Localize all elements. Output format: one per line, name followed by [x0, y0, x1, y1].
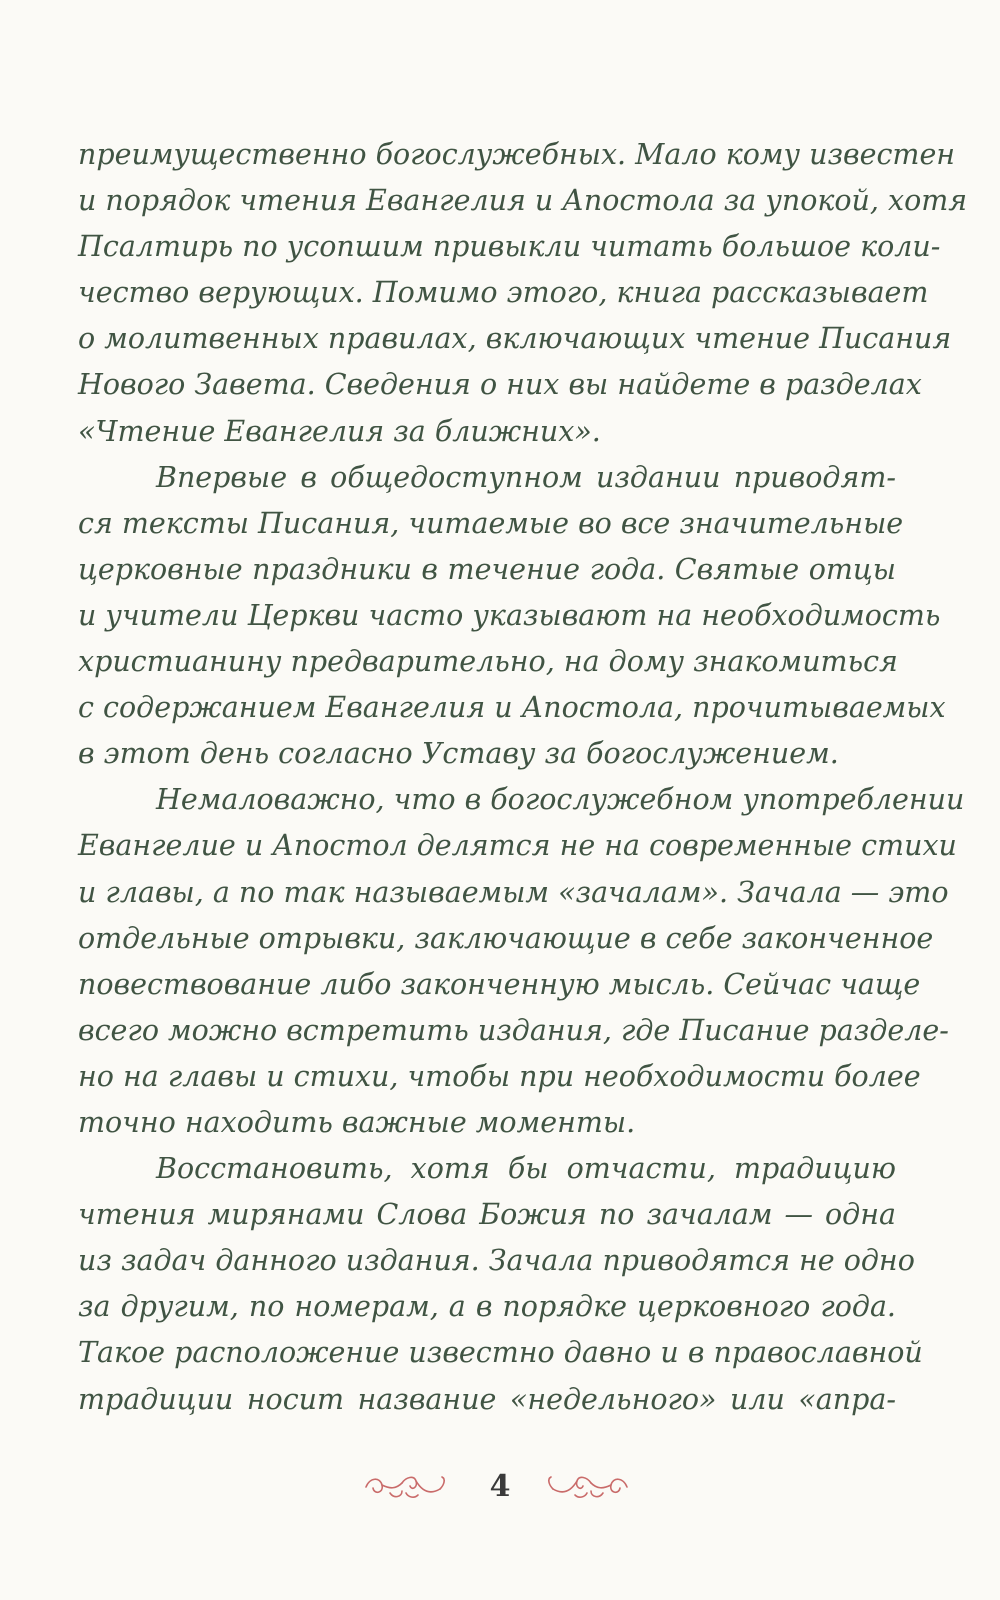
- text-line: «Чтение Евангелия за ближних».: [78, 414, 601, 448]
- text-line: с содержанием Евангелия и Апостола, прочитываемых: [78, 691, 946, 725]
- text-line: чтения мирянами Слова Божия по зачалам — одна: [78, 1198, 896, 1232]
- text-line: Впервые в общедоступном издании приводят-: [156, 460, 896, 494]
- floral-ornament-icon: [543, 1467, 633, 1507]
- text-line: Немаловажно, что в богослужебном употреблении: [156, 783, 965, 817]
- page-footer: [0, 1465, 1000, 1515]
- text-line: Евангелие и Апостол делятся не на современные стихи: [78, 829, 957, 863]
- text-line: христианину предварительно, на дому знакомиться: [78, 645, 898, 679]
- text-line: точно находить важные моменты.: [78, 1105, 636, 1139]
- text-line: и учители Церкви часто указывают на необходимость: [78, 598, 941, 632]
- text-line: из задач данного издания. Зачала приводятся не одно: [78, 1244, 915, 1278]
- paragraph: [78, 132, 968, 455]
- text-line: чество верующих. Помимо этого, книга рассказывает: [78, 276, 929, 310]
- text-line: в этот день согласно Уставу за богослужением.: [78, 737, 839, 771]
- body-text: [78, 132, 968, 1423]
- paragraph: [78, 777, 965, 1146]
- text-line: отдельные отрывки, заключающие в себе законченное: [78, 921, 934, 955]
- text-line: всего можно встретить издания, где Писание разделе-: [78, 1013, 949, 1047]
- text-line: ся тексты Писания, читаемые во все значительные: [78, 506, 904, 540]
- text-line: о молитвенных правилах, включающих чтение Писания: [78, 322, 952, 356]
- text-line: повествование либо законченную мысль. Сейчас чаще: [78, 967, 921, 1001]
- paragraph: [78, 1146, 923, 1423]
- text-line: и порядок чтения Евангелия и Апостола за упокой, хотя: [78, 184, 968, 218]
- text-line: Восстановить, хотя бы отчасти, традицию: [156, 1152, 896, 1186]
- text-line: Нового Завета. Сведения о них вы найдете в разделах: [78, 368, 922, 402]
- text-line: традиции носит название «недельного» или «апра-: [78, 1382, 896, 1416]
- text-line: церковные праздники в течение года. Святые отцы: [78, 552, 896, 586]
- paragraph: [78, 455, 946, 778]
- text-line: Псалтирь по усопшим привыкли читать большое коли-: [78, 230, 941, 264]
- text-line: преимущественно богослужебных. Мало кому известен: [78, 138, 956, 171]
- text-line: и главы, а по так называемым «зачалам». Зачала — это: [78, 875, 949, 909]
- text-line: но на главы и стихи, чтобы при необходимости более: [78, 1059, 921, 1093]
- text-line: за другим, по номерам, а в порядке церковного года.: [78, 1290, 896, 1324]
- text-line: Такое расположение известно давно и в православной: [78, 1336, 923, 1370]
- floral-ornament-icon: [360, 1467, 450, 1507]
- page-number: 4: [489, 1469, 511, 1504]
